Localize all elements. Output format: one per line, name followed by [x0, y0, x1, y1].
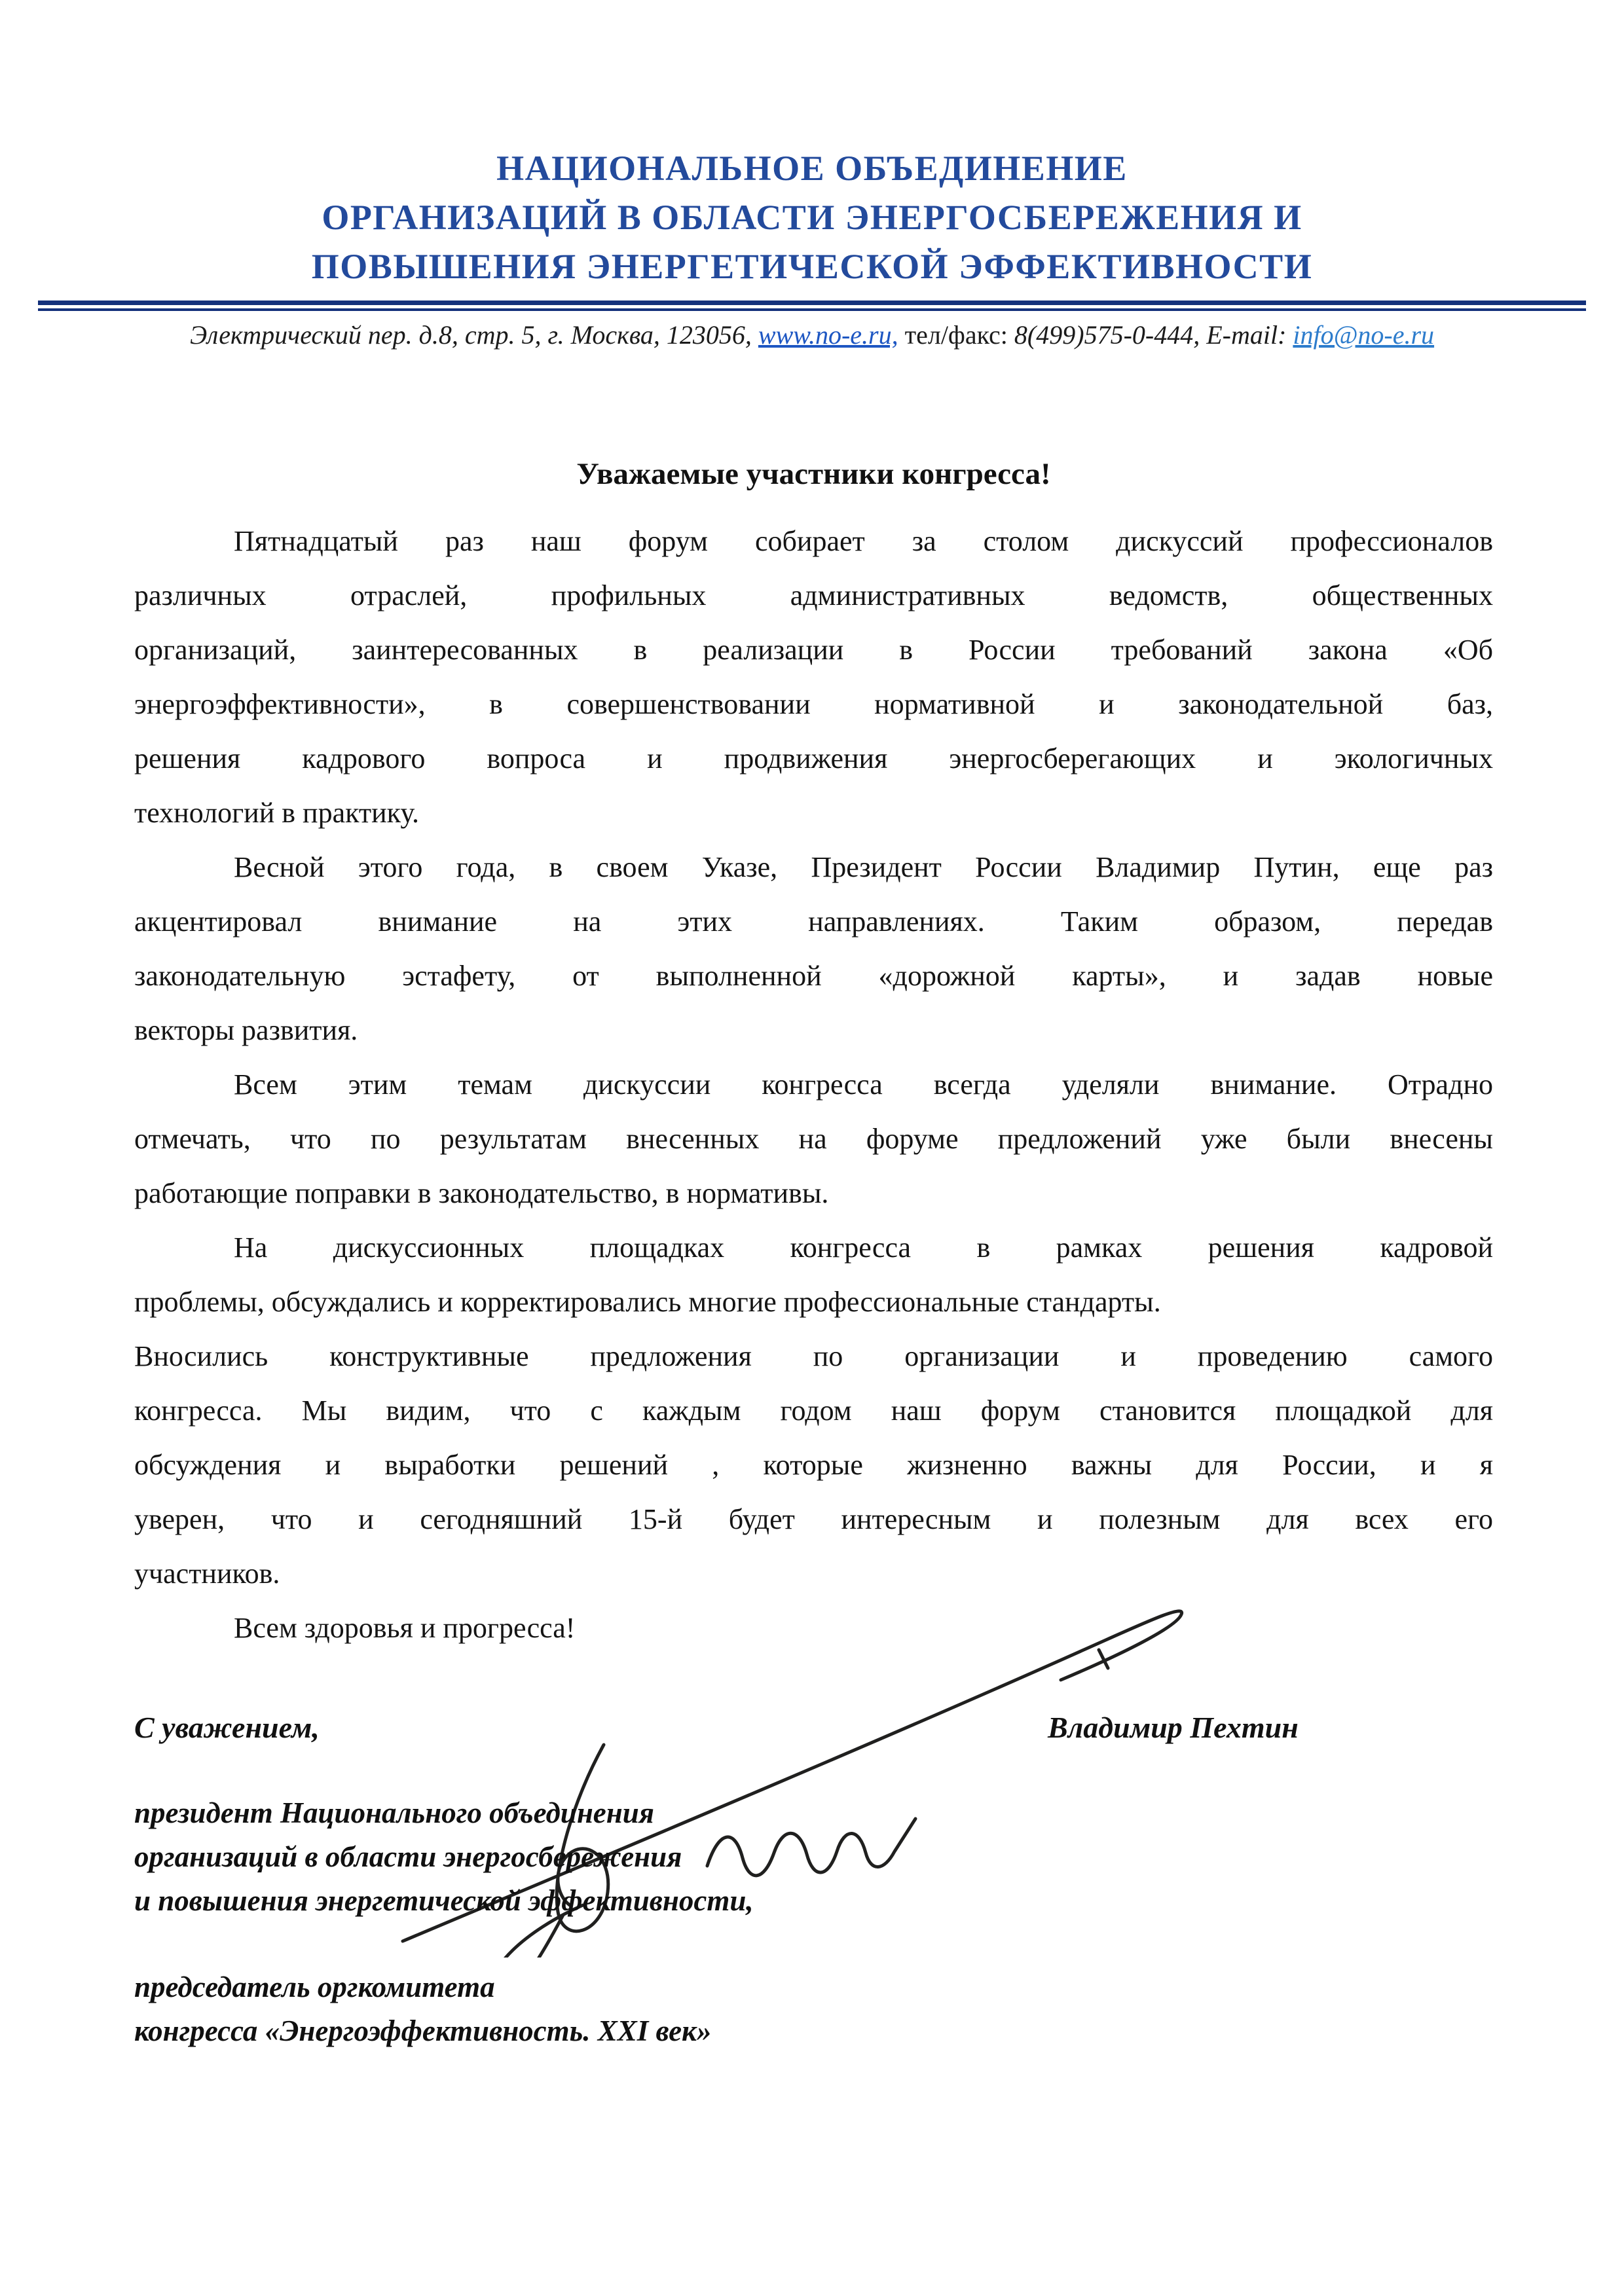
signer-title-line: организаций в области энергосбережения — [134, 1840, 682, 1873]
body-line: технологий в практику. — [134, 797, 420, 829]
body-line: законодательную эстафету, от выполненной «дорожной карты», и задав новые — [134, 960, 1493, 992]
body-line: уверен, что и сегодняшний 15-й будет интересным и полезным для всех его — [134, 1503, 1493, 1535]
org-name-line2: ОРГАНИЗАЦИЙ В ОБЛАСТИ ЭНЕРГОСБЕРЕЖЕНИЯ И — [322, 198, 1302, 237]
email-label: E-mail: — [1206, 320, 1287, 350]
signer-title-line: конгресса «Энергоэффективность. XXI век» — [134, 2014, 712, 2047]
body-line: Весной этого года, в своем Указе, Президент России Владимир Путин, еще раз — [234, 851, 1493, 883]
body-line: решения кадрового вопроса и продвижения энергосберегающих и экологичных — [134, 742, 1493, 774]
body-line: акцентировал внимание на этих направлениях. Таким образом, передав — [134, 905, 1493, 938]
org-address: Электрический пер. д.8, стр. 5, г. Москва, 123056, — [189, 320, 752, 350]
letterhead — [0, 144, 1624, 354]
org-name-line3: ПОВЫШЕНИЯ ЭНЕРГЕТИЧЕСКОЙ ЭФФЕКТИВНОСТИ — [311, 247, 1313, 286]
body-line: участников. — [134, 1558, 280, 1590]
signer-title-line: президент Национального объединения — [134, 1796, 654, 1829]
signer-name: Владимир Пехтин — [1048, 1711, 1299, 1744]
body-line: На дискуссионных площадках конгресса в рамках решения кадровой — [234, 1231, 1493, 1264]
closing-salutation: С уважением, — [134, 1711, 320, 1744]
body-line: отмечать, что по результатам внесенных на форуме предложений уже были внесены — [134, 1123, 1493, 1155]
body-line: конгресса. Мы видим, что с каждым годом наш форум становится площадкой для — [134, 1394, 1493, 1427]
org-name — [0, 144, 1624, 291]
body-line: проблемы, обсуждались и корректировались многие профессиональные стандарты. — [134, 1286, 1161, 1318]
letterhead-divider — [38, 301, 1586, 311]
website-link[interactable]: www.no-e.ru, — [758, 320, 898, 350]
body-line: организаций, заинтересованных в реализации в России требований закона «Об — [134, 634, 1493, 666]
body-line: Вносились конструктивные предложения по организации и проведению самого — [134, 1340, 1493, 1372]
contact-line — [0, 316, 1624, 354]
signer-title-line: председатель оргкомитета — [134, 1971, 495, 2003]
body-line: Всем здоровья и прогресса! — [234, 1612, 576, 1644]
body-line: обсуждения и выработки решений , которые жизненно важны для России, и я — [134, 1449, 1493, 1481]
body-line: работающие поправки в законодательство, в нормативы. — [134, 1177, 829, 1209]
email-link[interactable]: info@no-e.ru — [1293, 320, 1435, 350]
body-line: векторы развития. — [134, 1014, 358, 1046]
letter-body — [134, 514, 1493, 1655]
body-line: Пятнадцатый раз наш форум собирает за столом дискуссий профессионалов — [234, 525, 1493, 557]
signer-title-block — [134, 1791, 754, 1923]
salutation: Уважаемые участники конгресса! — [576, 457, 1051, 491]
org-name-line1: НАЦИОНАЛЬНОЕ ОБЪЕДИНЕНИЕ — [496, 149, 1128, 188]
phone-number: 8(499)575-0-444, — [1014, 320, 1200, 350]
signer-title-block-2 — [134, 1965, 711, 2053]
body-line: энергоэффективности», в совершенствовании нормативной и законодательной баз, — [134, 688, 1493, 720]
signer-title-line: и повышения энергетической эффективности, — [134, 1884, 754, 1917]
body-line: Всем этим темам дискуссии конгресса всегда уделяли внимание. Отрадно — [234, 1068, 1493, 1101]
phone-label: тел/факс: — [904, 320, 1008, 350]
body-line: различных отраслей, профильных административных ведомств, общественных — [134, 579, 1493, 611]
